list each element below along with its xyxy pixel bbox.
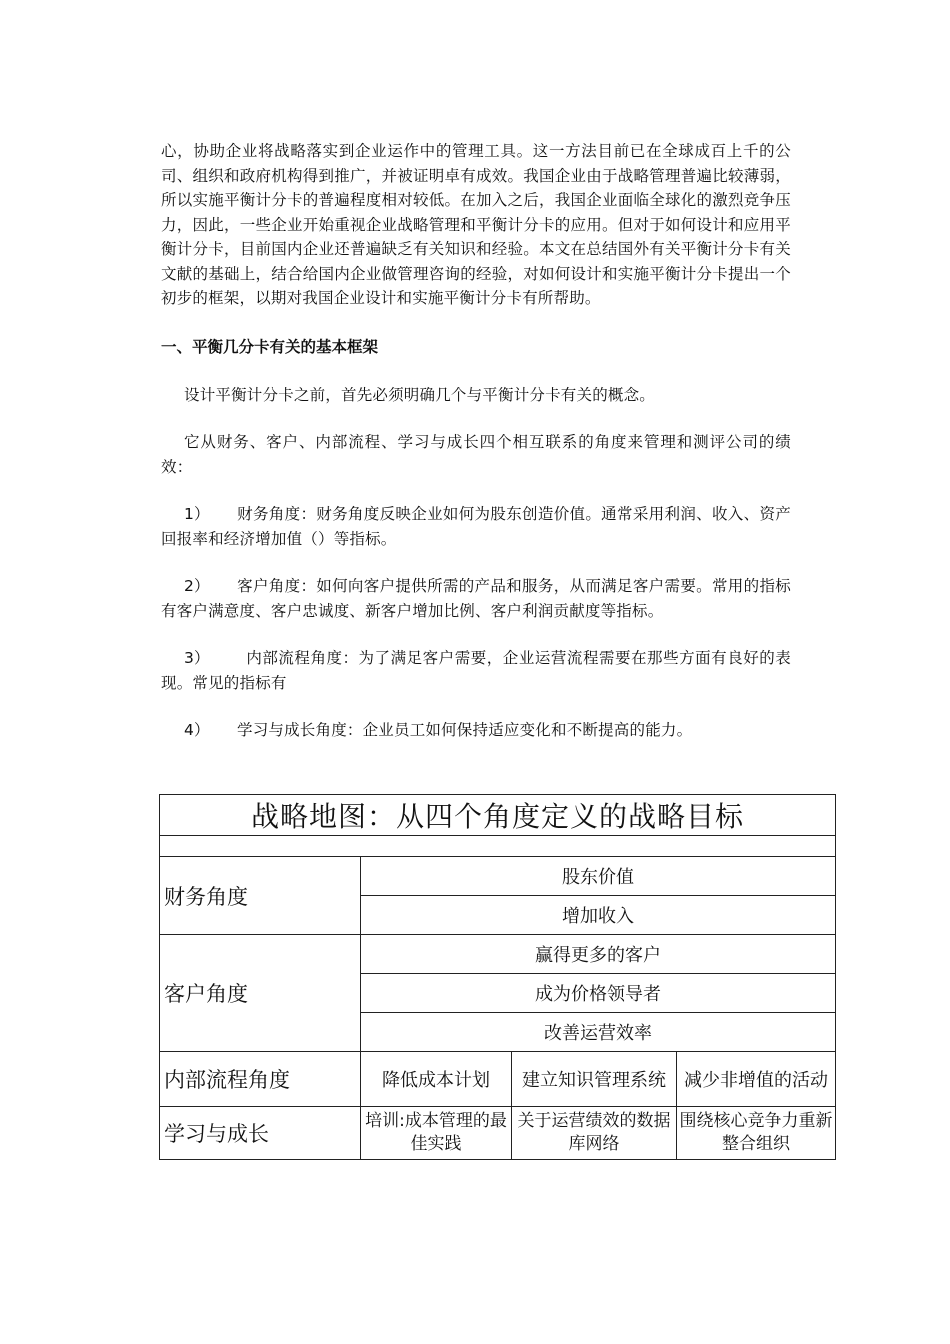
customer-goal: 成为价格领导者 — [361, 974, 836, 1013]
section-heading: 一、平衡几分卡有关的基本框架 — [161, 336, 379, 356]
blank-row — [160, 836, 836, 857]
process-label: 内部流程角度 — [160, 1052, 361, 1107]
list-number: 4） — [184, 721, 210, 739]
learning-goal: 围绕核心竞争力重新整合组织 — [677, 1107, 836, 1160]
list-item-learning — [161, 718, 791, 743]
strategy-map-table — [159, 794, 836, 1160]
list-number: 2） — [184, 577, 210, 595]
learning-label: 学习与成长 — [160, 1107, 361, 1160]
process-goal: 建立知识管理系统 — [512, 1052, 677, 1107]
paragraph-concepts: 设计平衡计分卡之前，首先必须明确几个与平衡计分卡有关的概念。 — [184, 385, 656, 404]
learning-goal: 关于运营绩效的数据库网络 — [512, 1107, 677, 1160]
customer-label: 客户角度 — [160, 935, 361, 1052]
process-goal: 减少非增值的活动 — [677, 1052, 836, 1107]
list-item-text: 客户角度：如何向客户提供所需的产品和服务，从而满足客户需要。常用的指标有客户满意度、客户忠诚度、新客户增加比例、客户利润贡献度等指标。 — [161, 577, 791, 620]
customer-goal: 改善运营效率 — [361, 1013, 836, 1052]
learning-goal: 培训:成本管理的最佳实践 — [361, 1107, 512, 1160]
document-body — [161, 139, 791, 766]
list-item-text: 财务角度：财务角度反映企业如何为股东创造价值。通常采用利润、收入、资产回报率和经济增加值（）等指标。 — [161, 505, 791, 548]
process-goal: 降低成本计划 — [361, 1052, 512, 1107]
list-number: 3） — [184, 649, 210, 667]
list-item-financial — [161, 502, 791, 551]
list-item-text: 学习与成长角度：企业员工如何保持适应变化和不断提高的能力。 — [237, 721, 693, 739]
financial-label: 财务角度 — [160, 857, 361, 935]
customer-goal: 赢得更多的客户 — [361, 935, 836, 974]
paragraph-four-perspectives: 它从财务、客户、内部流程、学习与成长四个相互联系的角度来管理和测评公司的绩效： — [161, 433, 791, 476]
strategy-map-title: 战略地图：从四个角度定义的战略目标 — [160, 795, 836, 836]
financial-goal: 股东价值 — [361, 857, 836, 896]
list-item-customer — [161, 574, 791, 623]
list-item-process — [161, 646, 791, 695]
financial-goal: 增加收入 — [361, 896, 836, 935]
intro-paragraph: 心，协助企业将战略落实到企业运作中的管理工具。这一方法目前已在全球成百上千的公司、组织和政府机构得到推广，并被证明卓有成效。我国企业由于战略管理普遍比较薄弱，所以实施平衡计分卡的普遍程度相对较低。在加入之后，我国企业面临全球化的激烈竞争压力，因此，一些企业开始重视企业战略管理和平衡计分卡的应用。但对于如何设计和应用平衡计分卡，目前国内企业还普遍缺乏有关知识和经验。本文在总结国外有关平衡计分卡有关文献的基础上，结合给国内企业做管理咨询的经验，对如何设计和实施平衡计分卡提出一个初步的框架，以期对我国企业设计和实施平衡计分卡有所帮助。 — [161, 142, 791, 307]
list-number: 1） — [184, 505, 210, 523]
list-item-text: 内部流程角度：为了满足客户需要，企业运营流程需要在那些方面有良好的表现。常见的指标有 — [161, 649, 791, 692]
